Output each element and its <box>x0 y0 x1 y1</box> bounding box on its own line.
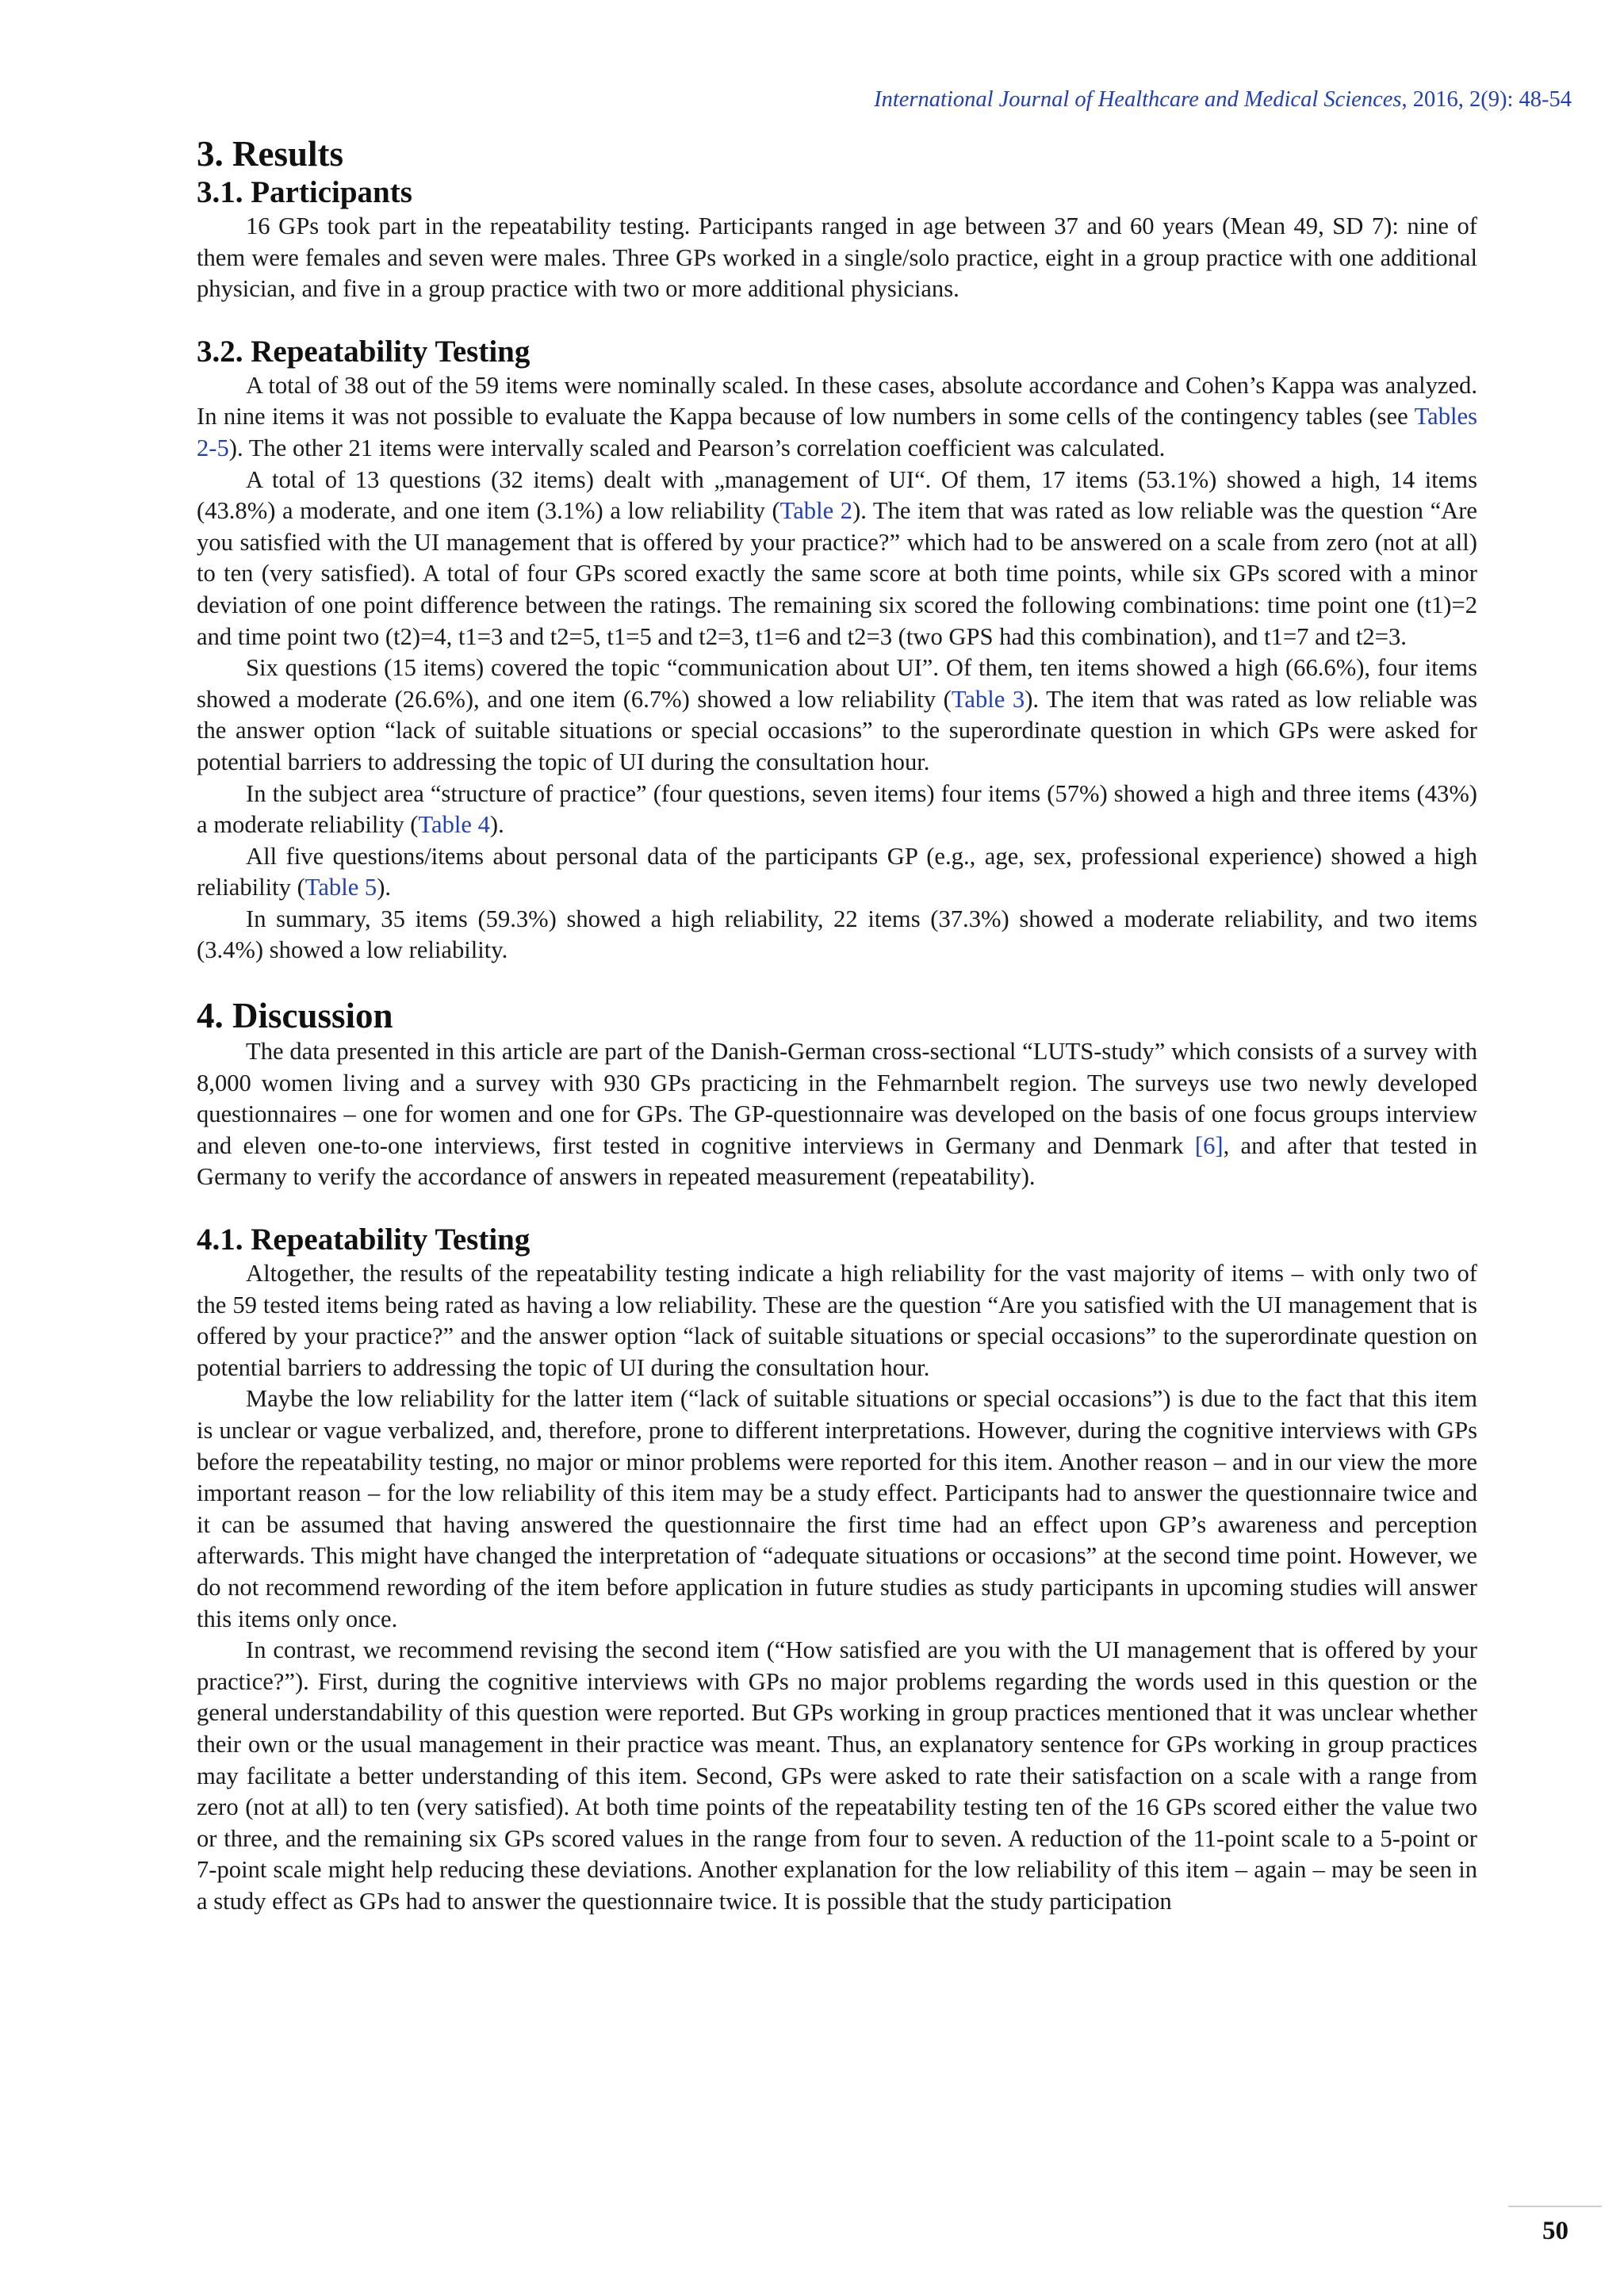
repeatability-results-heading: 3.2. Repeatability Testing <box>197 334 530 369</box>
table-5-link[interactable]: Table 5 <box>304 874 377 901</box>
repeatability-discussion-paragraph-3: In contrast, we recommend revising the second item (“How satisfied are you with the UI management that is offered by your practice?”). First, during the cognitive interviews with GPs no major problems regarding the words used in this question or the general understandability of this question were reported. But GPs working in group practices mentioned that it was unclear whether their own or the usual management in their practice was meant. Thus, an explanatory sentence for GPs working in group practices may facilitate a better understanding of this item. Second, GPs were asked to rate their satisfaction on a scale with a range from zero (not at all) to ten (very satisfied). At both time points of the repeatability testing ten of the 16 GPs scored either the value two or three, and the remaining six GPs scored values in the range from four to seven. A reduction of the 11-point scale to a 5-point or 7-point scale might help reducing these deviations. Another explanation for the low reliability of this item – again – may be seen in a study effect as GPs had to answer the questionnaire twice. It is possible that the study participation <box>197 1636 1477 1915</box>
article-body <box>197 133 1477 1918</box>
participants-paragraph: 16 GPs took part in the repeatability testing. Participants ranged in age between 37 and 60 years (Mean 49, SD 7): nine of them were females and seven were males. Three GPs worked in a single/solo practice, eight in a group practice with one additional physician, and five in a group practice with two or more additional physicians. <box>197 212 1477 303</box>
repeatability-discussion-heading: 4.1. Repeatability Testing <box>197 1223 530 1257</box>
repeatability-paragraph-5: All five questions/items about personal data of the participants GP (e.g., age, sex, professional experience) showed a high reliability (Table 5). <box>197 842 1477 901</box>
journal-title-link[interactable]: International Journal of Healthcare and Medical Sciences <box>874 87 1402 112</box>
table-3-link[interactable]: Table 3 <box>951 685 1025 713</box>
repeatability-discussion-paragraph-2: Maybe the low reliability for the latter item (“lack of suitable situations or special occasions”) is due to the fact that this item is unclear or vague verbalized, and, therefore, prone to different interpretations. However, during the cognitive interviews with GPs before the repeatability testing, no major or minor problems were reported for this item. Another reason – and in our view the more important reason – for the low reliability of this item may be a study effect. Participants had to answer the questionnaire twice and it can be assumed that having answered the questionnaire the first time had an effect upon GP’s awareness and perception afterwards. This might have changed the interpretation of “adequate situations or occasions” at the second time point. However, we do not recommend rewording of the item before application in future studies as study participants in upcoming studies will answer this items only once. <box>197 1385 1477 1632</box>
repeatability-paragraph-3: Six questions (15 items) covered the topic “communication about UI”. Of them, ten items showed a high (66.6%), four items showed a moderate (26.6%), and one item (6.7%) showed a low reliability (Table 3). The item that was rated as low reliable was the answer option “lack of suitable situations or special occasions” to the superordinate question in which GPs were asked for potential barriers to addressing the topic of UI during the consultation hour. <box>197 654 1477 775</box>
results-heading: 3. Results <box>197 134 344 174</box>
participants-heading: 3.1. Participants <box>197 175 412 209</box>
page-number: 50 <box>1542 2217 1568 2245</box>
footer-divider <box>1508 2206 1602 2207</box>
table-4-link[interactable]: Table 4 <box>418 811 490 839</box>
journal-citation: , 2016, 2(9): 48-54 <box>1401 87 1572 112</box>
tables-2-5-link[interactable]: Tables 2-5 <box>197 403 1477 461</box>
repeatability-summary-paragraph: In summary, 35 items (59.3%) showed a high reliability, 22 items (37.3%) showed a moderate reliability, and two items (3.4%) showed a low reliability. <box>197 905 1477 964</box>
repeatability-paragraph-2: A total of 13 questions (32 items) dealt with „management of UI“. Of them, 17 items (53.1%) showed a high, 14 items (43.8%) a moderate, and one item (3.1%) a low reliability (Table 2). The item that was rated as low reliable was the question “Are you satisfied with the UI management that is offered by your practice?” which had to be answered on a scale from zero (not at all) to ten (very satisfied). A total of four GPs scored exactly the same score at both time points, while six GPs scored with a minor deviation of one point difference between the ratings. The remaining six scored the following combinations: time point one (t1)=2 and time point two (t2)=4, t1=3 and t2=5, t1=5 and t2=3, t1=6 and t2=3 (two GPS had this combination), and t1=7 and t2=3. <box>197 465 1478 650</box>
repeatability-paragraph-1: A total of 38 out of the 59 items were nominally scaled. In these cases, absolute accordance and Cohen’s Kappa was analyzed. In nine items it was not possible to evaluate the Kappa because of low numbers in some cells of the contingency tables (see Tables 2-5). The other 21 items were intervally scaled and Pearson’s correlation coefficient was calculated. <box>197 371 1477 461</box>
table-2-link[interactable]: Table 2 <box>779 497 853 525</box>
reference-6-link[interactable]: [6] <box>1194 1131 1224 1159</box>
repeatability-paragraph-4: In the subject area “structure of practice” (four questions, seven items) four items (57%) showed a high and three items (43%) a moderate reliability (Table 4). <box>197 779 1477 839</box>
running-header <box>874 86 1572 114</box>
repeatability-discussion-paragraph-1: Altogether, the results of the repeatability testing indicate a high reliability for the vast majority of items – with only two of the 59 tested items being rated as having a low reliability. These are the question “Are you satisfied with the UI management that is offered by your practice?” and the answer option “lack of suitable situations or special occasions” to the superordinate question on potential barriers to addressing the topic of UI during the consultation hour. <box>197 1260 1477 1381</box>
discussion-heading: 4. Discussion <box>197 996 393 1036</box>
discussion-paragraph-1: The data presented in this article are part of the Danish-German cross-sectional “LUTS-study” which consists of a survey with 8,000 women living and a survey with 930 GPs practicing in the Fehmarnbelt region. The surveys use two newly developed questionnaires – one for women and one for GPs. The GP-questionnaire was developed on the basis of one focus groups interview and eleven one-to-one interviews, first tested in cognitive interviews in Germany and Denmark [6], and after that tested in Germany to verify the accordance of answers in repeated measurement (repeatability). <box>197 1038 1477 1191</box>
